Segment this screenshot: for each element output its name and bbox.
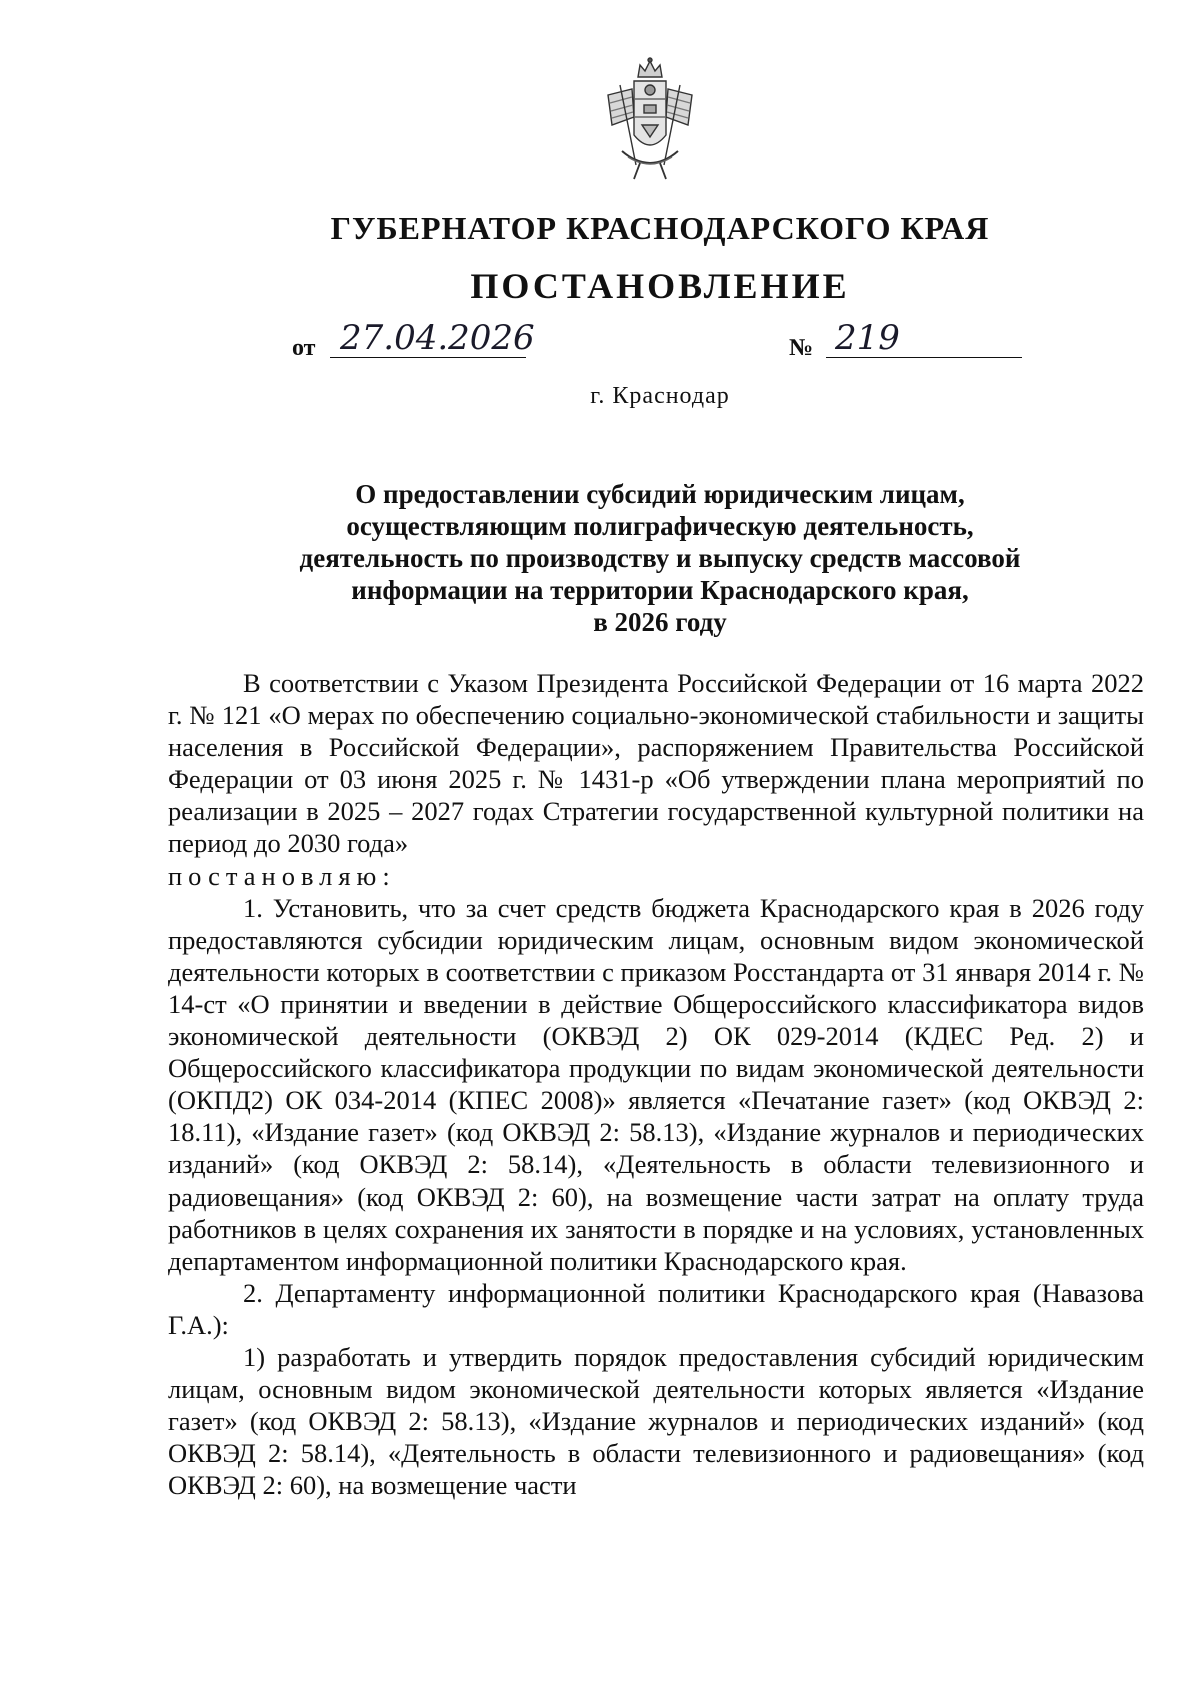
title-line: в 2026 году [593,607,727,637]
document-date: 27.04.2026 [340,318,535,358]
number-label: № [789,335,814,361]
item-2-1-paragraph: 1) разработать и утвердить порядок предоставления субсидий юридическим лицам, основным видом экономической деятельности которых является «Издание газет» (код ОКВЭД 2: 58.13), «Издание журналов и периодических изданий» (код ОКВЭД 2: 58.14), «Деятельность в области телевизионного и радиовещания» (код ОКВЭД 2: 60), на возмещение части [168,1341,1144,1501]
preamble-paragraph: В соответствии с Указом Президента Российской Федерации от 16 марта 2022 г. № 121 «О мерах по обеспечению социально-экономической стабильности и защиты населения в Российской Федерации», распоряжением Правительства Российской Федерации от 03 июня 2025 г. № 1431-р «Об утверждении плана мероприятий по реализации в 2025 – 2027 годах Стратегии государственной культурной политики на период до 2030 года» [168,668,1144,859]
issue-city: г. Краснодар [590,383,730,409]
title-line: деятельность по производству и выпуску средств массовой [299,543,1021,573]
title-line: О предоставлении субсидий юридическим лицам, [355,479,965,509]
document-title [200,478,1120,638]
document-type: ПОСТАНОВЛЕНИЕ [470,266,850,306]
title-line: осуществляющим полиграфическую деятельность, [346,511,974,541]
decree-word: постановляю: [168,860,396,891]
title-line: информации на территории Краснодарского края, [351,575,969,605]
document-number: 219 [835,318,900,358]
coat-of-arms-icon [600,55,700,185]
document-body [168,667,1144,1501]
item-1-paragraph: 1. Установить, что за счет средств бюджета Краснодарского края в 2026 году предоставляются субсидии юридическим лицам, основным видом экономической деятельности которых в соответствии с приказом Росстандарта от 31 января 2014 г. № 14-ст «О принятии и введении в действие Общероссийского классификатора видов экономической деятельности (ОКВЭД 2) ОК 029-2014 (КДЕС Ред. 2) и Общероссийского классификатора продукции по видам экономической деятельности (ОКПД2) ОК 034-2014 (КПЕС 2008)» является «Печатание газет» (код ОКВЭД 2: 18.11), «Издание газет» (код ОКВЭД 2: 58.13), «Издание журналов и периодических изданий» (код ОКВЭД 2: 58.14), «Деятельность в области телевизионного и радиовещания» (код ОКВЭД 2: 60), на возмещение части затрат на оплату труда работников в целях сохранения их занятости в порядке и на условиях, установленных департаментом информационной политики Краснодарского края. [168,892,1144,1276]
issuing-authority: ГУБЕРНАТОР КРАСНОДАРСКОГО КРАЯ [330,210,990,246]
date-label: от [292,335,316,361]
item-2-paragraph: 2. Департаменту информационной политики Краснодарского края (Навазова Г.А.): [168,1277,1144,1340]
